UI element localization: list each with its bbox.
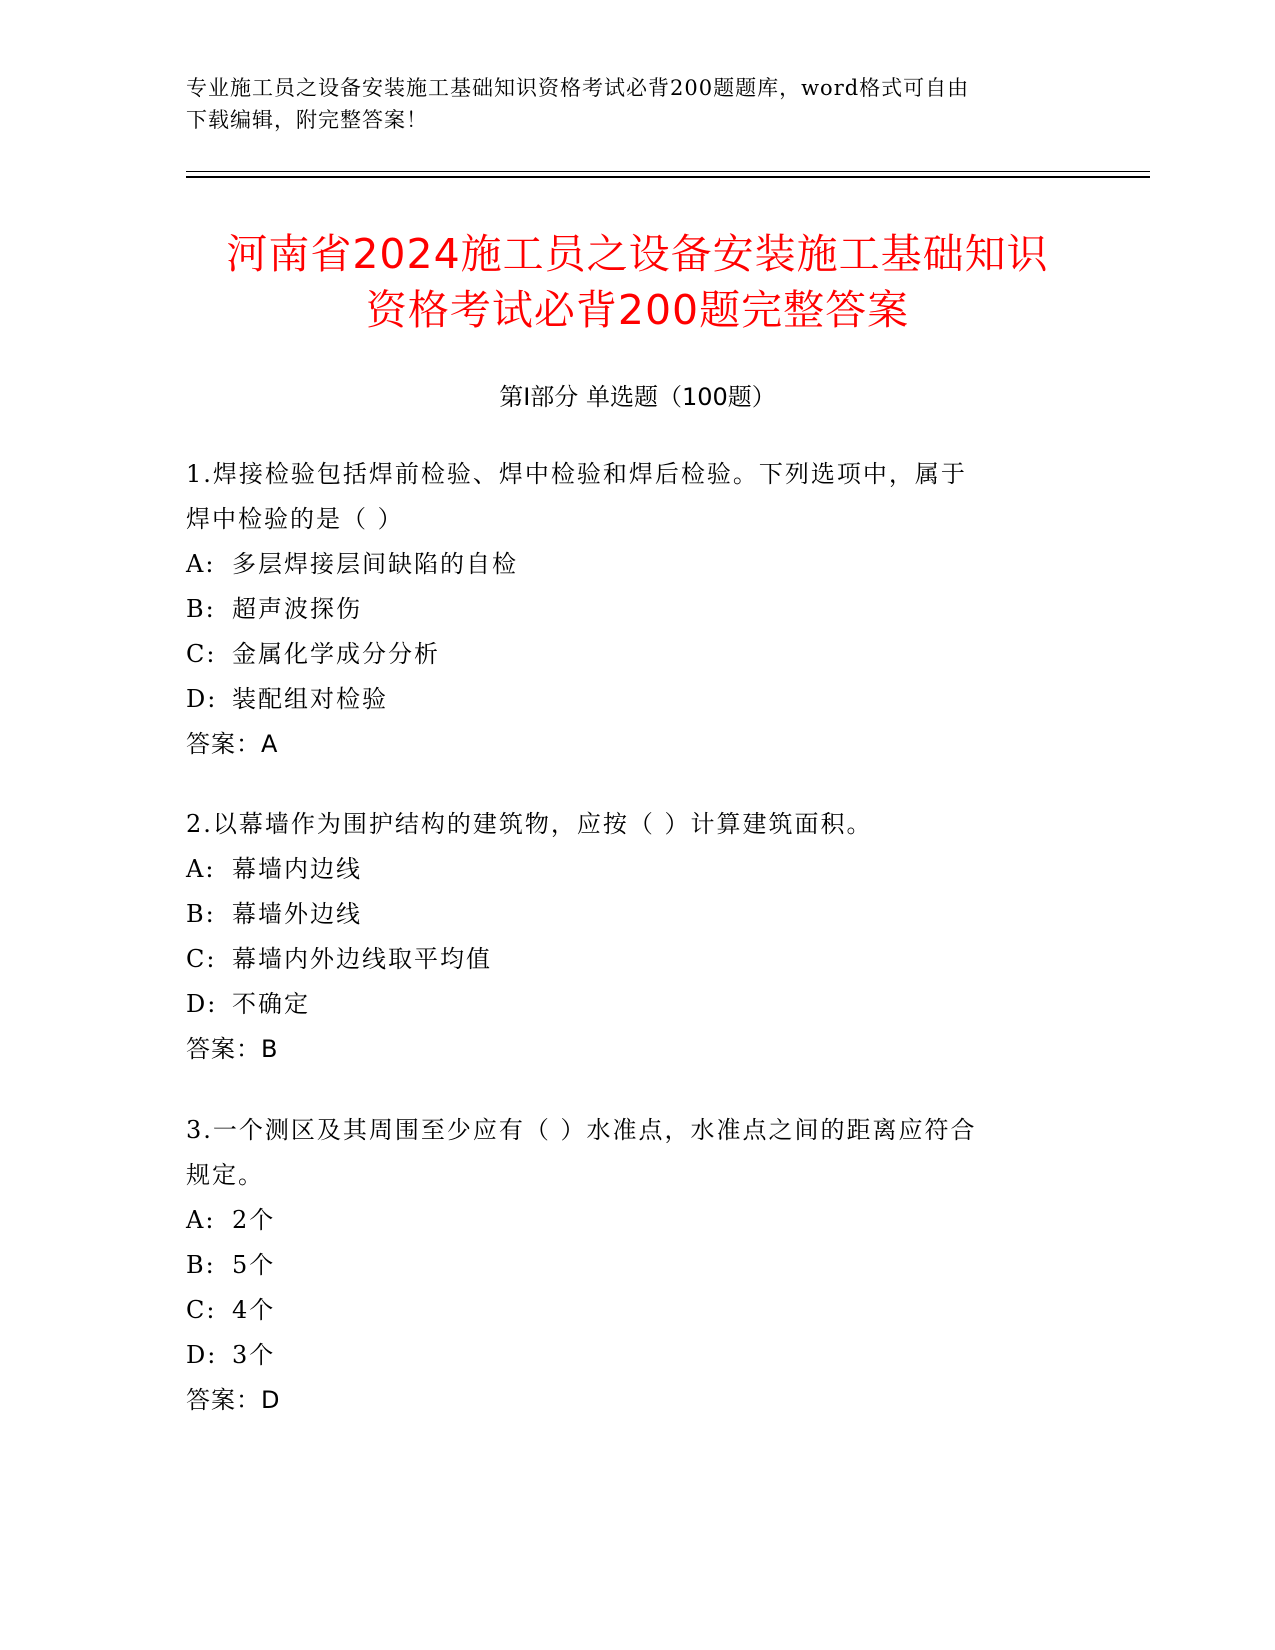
option-d <box>186 982 1086 1027</box>
option-text: 超声波探伤 <box>232 595 362 623</box>
header-divider-thin <box>186 171 1150 172</box>
header-note <box>186 72 1066 136</box>
section-heading: 第Ⅰ部分 单选题（100题） <box>499 383 776 411</box>
question-2 <box>186 802 1086 1072</box>
option-text: 多层焊接层间缺陷的自检 <box>232 550 518 578</box>
option-letter: D: <box>186 685 218 713</box>
answer-line: 答案：D <box>186 1386 281 1414</box>
option-b <box>186 892 1086 937</box>
option-letter: B: <box>186 1251 216 1279</box>
question-stem-line: 3.一个测区及其周围至少应有（ ）水准点，水准点之间的距离应符合 <box>186 1116 977 1144</box>
option-d <box>186 677 1086 722</box>
option-letter: B: <box>186 900 216 928</box>
answer-line: 答案：A <box>186 730 279 758</box>
option-letter: C: <box>186 640 217 668</box>
option-c <box>186 632 1086 677</box>
question-stem <box>186 802 1086 847</box>
question-stem <box>186 452 1086 542</box>
question-stem-line: 焊中检验的是（ ） <box>186 505 404 533</box>
option-text: 4个 <box>232 1296 276 1324</box>
option-a <box>186 847 1086 892</box>
header-note-line-2: 下载编辑，附完整答案！ <box>186 108 428 132</box>
question-stem-line: 2.以幕墙作为围护结构的建筑物，应按（ ）计算建筑面积。 <box>186 810 873 838</box>
answer-line: 答案：B <box>186 1035 279 1063</box>
option-text: 幕墙内边线 <box>232 855 362 883</box>
option-text: 3个 <box>232 1341 276 1369</box>
option-a <box>186 542 1086 587</box>
option-letter: C: <box>186 1296 217 1324</box>
question-1 <box>186 452 1086 767</box>
option-text: 幕墙外边线 <box>232 900 362 928</box>
option-text: 金属化学成分分析 <box>232 640 440 668</box>
option-text: 幕墙内外边线取平均值 <box>232 945 492 973</box>
option-letter: B: <box>186 595 216 623</box>
option-b <box>186 1243 1086 1288</box>
document-title-line-1: 河南省2024施工员之设备安装施工基础知识 <box>226 230 1049 278</box>
option-letter: A: <box>186 550 216 578</box>
header-note-line-1: 专业施工员之设备安装施工基础知识资格考试必背200题题库，word格式可自由 <box>186 76 970 100</box>
option-b <box>186 587 1086 632</box>
option-letter: A: <box>186 855 216 883</box>
question-stem <box>186 1108 1086 1198</box>
document-title-line-2: 资格考试必背200题完整答案 <box>365 286 910 334</box>
option-text: 5个 <box>232 1251 276 1279</box>
option-letter: A: <box>186 1206 216 1234</box>
option-c <box>186 1288 1086 1333</box>
option-a <box>186 1198 1086 1243</box>
document-title <box>150 226 1125 338</box>
option-text: 装配组对检验 <box>232 685 388 713</box>
option-letter: D: <box>186 1341 218 1369</box>
option-d <box>186 1333 1086 1378</box>
option-c <box>186 937 1086 982</box>
option-text: 不确定 <box>232 990 310 1018</box>
question-3 <box>186 1108 1086 1423</box>
question-stem-line: 1.焊接检验包括焊前检验、焊中检验和焊后检验。下列选项中，属于 <box>186 460 967 488</box>
question-stem-line: 规定。 <box>186 1161 264 1189</box>
option-text: 2个 <box>232 1206 276 1234</box>
option-letter: D: <box>186 990 218 1018</box>
option-letter: C: <box>186 945 217 973</box>
header-divider-thick <box>186 176 1150 178</box>
